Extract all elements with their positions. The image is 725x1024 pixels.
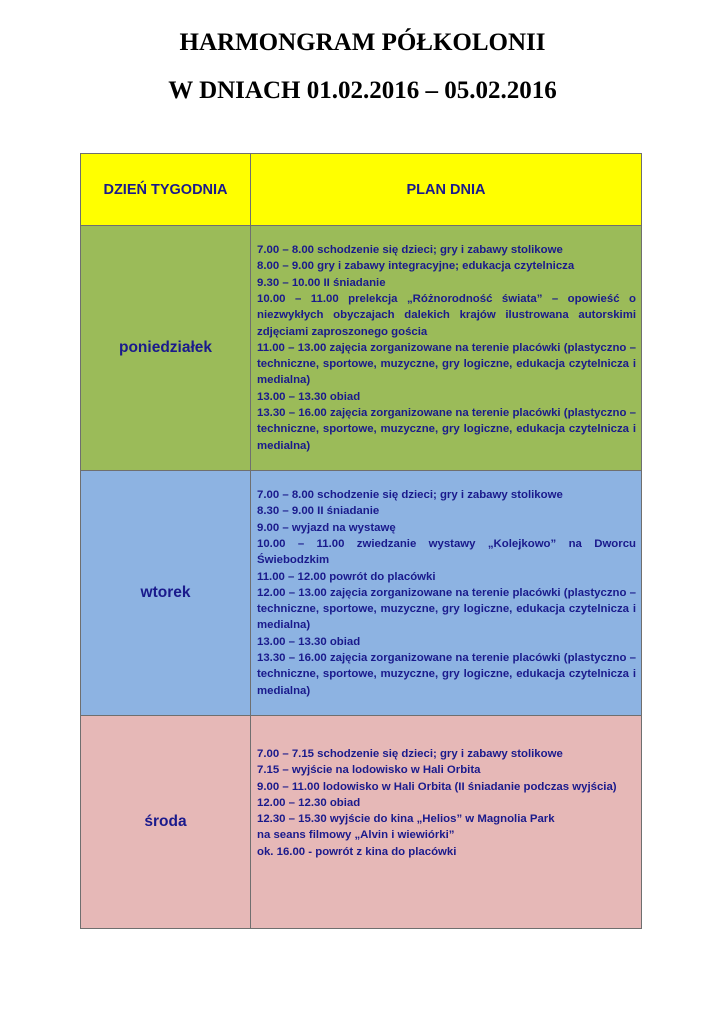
plan-item: 8.30 – 9.00 II śniadanie — [257, 505, 380, 518]
plan-list-tuesday — [251, 487, 641, 699]
plan-item: 13.30 – 16.00 zajęcia zorganizowane na terenie placówki (plastyczno – techniczne, sportowe, muzyczne, gry logiczne, edukacja czytelnicza i medialna) — [257, 652, 636, 697]
table-row-wednesday — [81, 716, 642, 929]
plan-item: 10.00 – 11.00 prelekcja „Różnorodność świata” – opowieść o niezwykłych obyczajach dalekich krajów ilustrowana autorskimi zdjęciami zaproszonego gościa — [257, 292, 636, 338]
plan-item: 7.00 – 7.15 schodzenie się dzieci; gry i zabawy stolikowe — [257, 748, 563, 760]
page-title-line-1: HARMONGRAM PÓŁKOLONII — [179, 29, 546, 56]
plan-item: 7.00 – 8.00 schodzenie się dzieci; gry i zabawy stolikowe — [257, 489, 563, 502]
plan-item: 12.00 – 13.00 zajęcia zorganizowane na terenie placówki (plastyczno – techniczne, sportowe, muzyczne, gry logiczne, edukacja czytelnicza i medialna) — [257, 586, 636, 632]
plan-item: 11.00 – 12.00 powrót do placówki — [257, 570, 436, 583]
day-monday: poniedziałek — [81, 226, 251, 471]
header-day-of-week: DZIEŃ TYGODNIA — [81, 154, 251, 226]
plan-item: 7.00 – 8.00 schodzenie się dzieci; gry i zabawy stolikowe — [257, 244, 563, 257]
plan-item: 11.00 – 13.00 zajęcia zorganizowane na terenie placówki (plastyczno – techniczne, sportowe, muzyczne, gry logiczne, edukacja czytelnicza i medialna) — [257, 341, 636, 387]
plan-item: 9.00 – wyjazd na wystawę — [257, 521, 396, 534]
plan-monday — [251, 226, 642, 471]
plan-item: 7.15 – wyjście na lodowisko w Hali Orbita — [257, 764, 481, 777]
table-row-tuesday — [81, 471, 642, 716]
plan-item: 9.00 – 11.00 lodowisko w Hali Orbita (II śniadanie podczas wyjścia) — [257, 780, 617, 793]
plan-item: 9.30 – 10.00 II śniadanie — [257, 276, 386, 289]
plan-item: 13.00 – 13.30 obiad — [257, 390, 361, 403]
plan-item: 12.00 – 12.30 obiad — [257, 796, 361, 809]
plan-item: 10.00 – 11.00 zwiedzanie wystawy „Kolejkowo” na Dworcu Świebodzkim — [257, 537, 636, 567]
plan-item: 12.30 – 15.30 wyjście do kina „Helios” w Magnolia Park — [257, 813, 555, 826]
plan-wednesday — [251, 716, 642, 929]
table-header-row — [81, 154, 642, 226]
day-wednesday: środa — [81, 716, 251, 929]
plan-item: ok. 16.00 - powrót z kina do placówki — [257, 845, 457, 858]
plan-item: 13.00 – 13.30 obiad — [257, 635, 361, 648]
plan-item: 8.00 – 9.00 gry i zabawy integracyjne; edukacja czytelnicza — [257, 260, 575, 273]
plan-tuesday — [251, 471, 642, 716]
plan-list-wednesday — [251, 716, 641, 860]
day-tuesday: wtorek — [81, 471, 251, 716]
table-row-monday — [81, 226, 642, 471]
plan-list-monday — [251, 242, 641, 454]
schedule-table — [80, 153, 642, 929]
page-title-line-2: W DNIACH 01.02.2016 – 05.02.2016 — [168, 77, 557, 104]
header-day-plan: PLAN DNIA — [251, 154, 642, 226]
plan-item: 13.30 – 16.00 zajęcia zorganizowane na terenie placówki (plastyczno – techniczne, sportowe, muzyczne, gry logiczne, edukacja czytelnicza i medialna) — [257, 407, 636, 452]
plan-item: na seans filmowy „Alvin i wiewiórki” — [257, 829, 455, 842]
